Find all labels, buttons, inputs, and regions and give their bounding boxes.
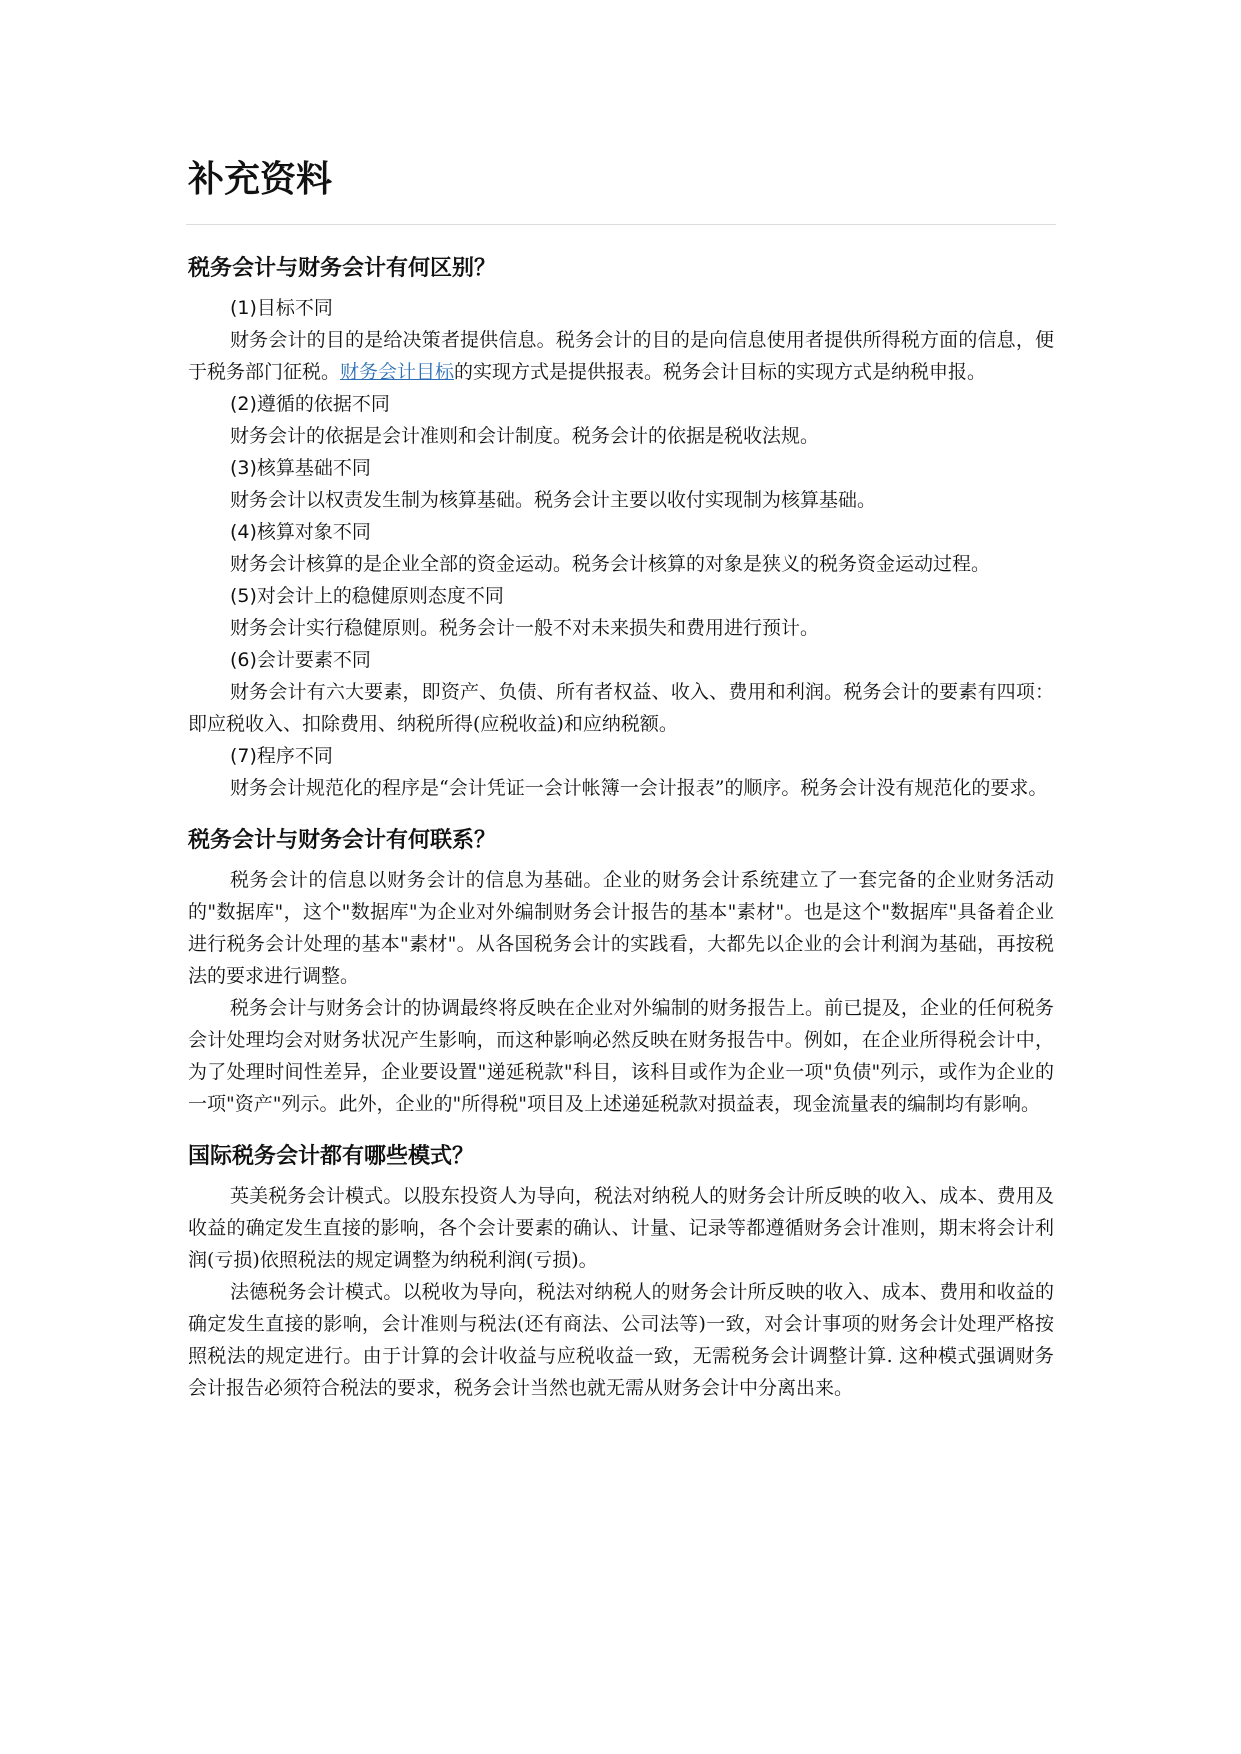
paragraph: 财务会计核算的是企业全部的资金运动。税务会计核算的对象是狭义的税务资金运动过程。 (230, 553, 991, 575)
point-heading: (5)对会计上的稳健原则态度不同 (230, 585, 504, 607)
point-heading: (4)核算对象不同 (230, 521, 371, 543)
point-heading: (6)会计要素不同 (230, 649, 371, 671)
paragraph: 法德税务会计模式。以税收为导向，税法对纳税人的财务会计所反映的收入、成本、费用和收益的确定发生直接的影响，会计准则与税法(还有商法、公司法等)一致，对会计事项的财务会计处理严格按照税法的规定进行。由于计算的会计收益与应税收益一致，无需税务会计调整计算. 这种模式强调财务会计报告必须符合税法的要求，税务会计当然也就无需从财务会计中分离出来。 (188, 1281, 1054, 1399)
title-divider (186, 224, 1056, 225)
point-heading: (7)程序不同 (230, 745, 333, 767)
paragraph (188, 324, 1054, 388)
point-heading: (3)核算基础不同 (230, 457, 371, 479)
section-heading: 税务会计与财务会计有何联系？ (188, 828, 497, 853)
paragraph: 英美税务会计模式。以股东投资人为导向，税法对纳税人的财务会计所反映的收入、成本、费用及收益的确定发生直接的影响，各个会计要素的确认、计量、记录等都遵循财务会计准则，期末将会计利润(亏损)依照税法的规定调整为纳税利润(亏损)。 (188, 1185, 1054, 1271)
document-body (188, 254, 1054, 1426)
paragraph: 财务会计实行稳健原则。税务会计一般不对未来损失和费用进行预计。 (230, 617, 820, 639)
section-heading: 税务会计与财务会计有何区别？ (188, 256, 497, 281)
point-heading: (1)目标不同 (230, 297, 333, 319)
section-difference (188, 254, 1054, 804)
point-heading: (2)遵循的依据不同 (230, 393, 390, 415)
section-relation (188, 826, 1054, 1120)
paragraph: 财务会计以权责发生制为核算基础。税务会计主要以收付实现制为核算基础。 (230, 489, 877, 511)
paragraph: 税务会计与财务会计的协调最终将反映在企业对外编制的财务报告上。前已提及，企业的任何税务会计处理均会对财务状况产生影响，而这种影响必然反映在财务报告中。例如，在企业所得税会计中，为了处理时间性差异，企业要设置"递延税款"科目，该科目或作为企业一项"负债"列示，或作为企业的一项"资产"列示。此外，企业的"所得税"项目及上述递延税款对损益表，现金流量表的编制均有影响。 (188, 997, 1054, 1115)
document-title: 补充资料 (188, 159, 333, 200)
paragraph: 财务会计规范化的程序是“会计凭证一会计帐簿一会计报表”的顺序。税务会计没有规范化的要求。 (230, 777, 1048, 799)
financial-accounting-goal-link[interactable]: 财务会计目标 (340, 361, 455, 383)
paragraph: 财务会计的依据是会计准则和会计制度。税务会计的依据是税收法规。 (230, 425, 820, 447)
section-international-models (188, 1142, 1054, 1404)
section-heading: 国际税务会计都有哪些模式？ (188, 1144, 475, 1169)
paragraph: 财务会计有六大要素，即资产、负债、所有者权益、收入、费用和利润。税务会计的要素有四项：即应税收入、扣除费用、纳税所得(应税收益)和应纳税额。 (188, 681, 1054, 735)
paragraph-text: 的实现方式是提供报表。税务会计目标的实现方式是纳税申报。 (454, 361, 987, 383)
paragraph-text: 财务会计的目的是给决策者提供信息。税务会计的目的是向信息使用者提供所得税方面的信息，便于税务部门征税。 (188, 329, 1054, 383)
paragraph: 税务会计的信息以财务会计的信息为基础。企业的财务会计系统建立了一套完备的企业财务活动的"数据库"，这个"数据库"为企业对外编制财务会计报告的基本"素材"。也是这个"数据库"具备着企业进行税务会计处理的基本"素材"。从各国税务会计的实践看，大都先以企业的会计利润为基础，再按税法的要求进行调整。 (188, 869, 1054, 987)
